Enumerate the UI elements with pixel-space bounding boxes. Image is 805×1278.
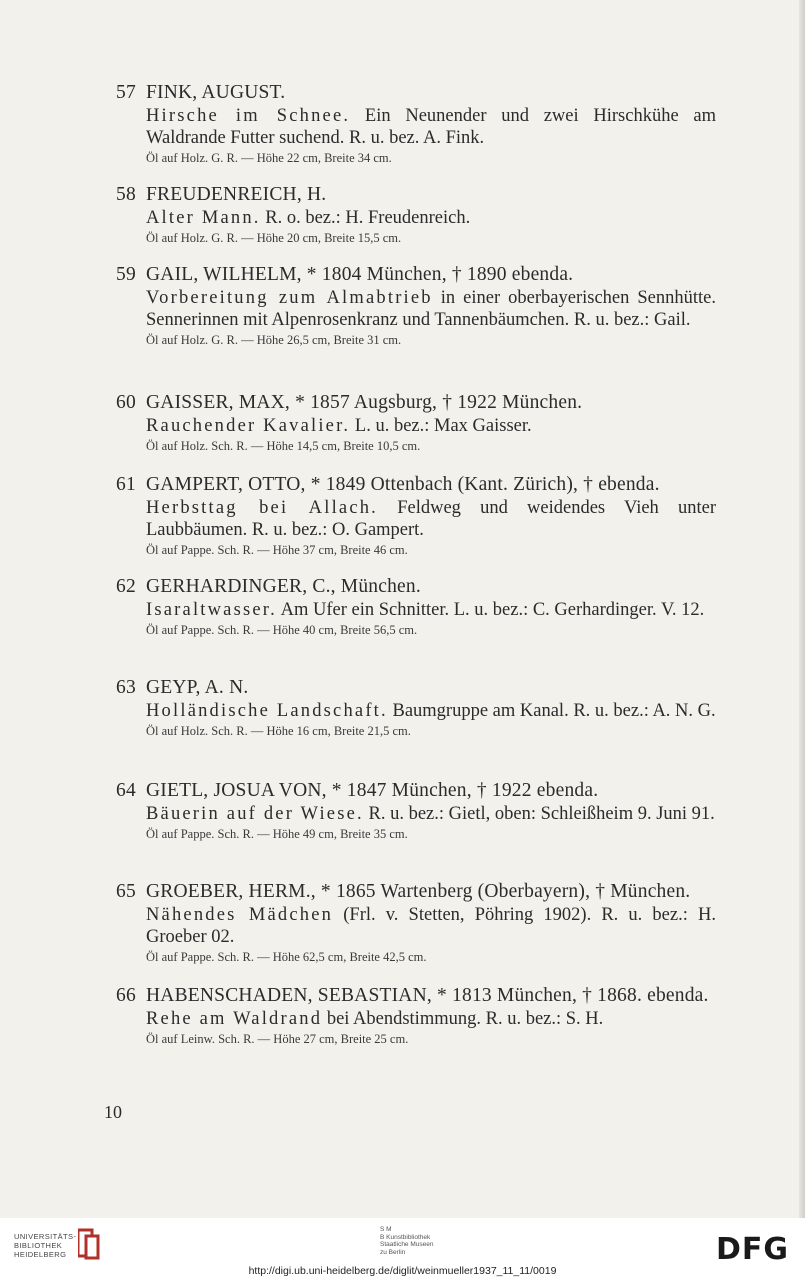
artist-name: FREUDENREICH, H.	[146, 184, 327, 205]
page-edge-shadow	[799, 0, 805, 1218]
artwork-details: Öl auf Pappe. Sch. R. — Höhe 37 cm, Breite 46 cm.	[146, 543, 408, 557]
artwork-description: Baumgruppe am Kanal. R. u. bez.: A. N. G.	[387, 701, 716, 721]
entry-heading	[116, 262, 716, 287]
catalog-entry-61	[116, 472, 716, 559]
artwork-details: Öl auf Holz. Sch. R. — Höhe 16 cm, Breite 21,5 cm.	[146, 724, 411, 738]
artwork-description: L. u. bez.: Max Gaisser.	[350, 416, 532, 436]
artwork-title	[116, 415, 716, 437]
catalog-entry-66	[116, 983, 716, 1048]
entry-heading	[116, 472, 716, 497]
artwork-details: Öl auf Pappe. Sch. R. — Höhe 49 cm, Breite 35 cm.	[146, 827, 408, 841]
entry-heading	[116, 778, 716, 803]
credit-line: zu Berlin	[380, 1248, 406, 1256]
artist-name: FINK, AUGUST.	[146, 82, 286, 103]
artwork-title-spaced: Isaraltwasser.	[146, 600, 277, 620]
artist-name: GAMPERT, OTTO, * 1849 Ottenbach (Kant. Zürich), † ebenda.	[146, 474, 660, 495]
credit-line: Staatliche Museen	[380, 1241, 434, 1248]
artist-name: GIETL, JOSUA VON, * 1847 München, † 1922 ebenda.	[146, 780, 599, 801]
credit-line: S M	[380, 1226, 392, 1233]
library-name-line: UNIVERSITÄTS-	[14, 1232, 77, 1241]
artwork-details: Öl auf Holz. G. R. — Höhe 22 cm, Breite 34 cm.	[146, 151, 392, 165]
library-name-line: HEIDELBERG	[14, 1250, 67, 1259]
artwork-title-spaced: Herbsttag bei Allach.	[146, 498, 379, 518]
artwork-title	[116, 287, 716, 331]
entry-number: 62	[116, 576, 136, 597]
entry-number: 58	[116, 184, 136, 205]
artwork-description: Ein Neunender und zwei Hirschkühe am Waldrande Futter suchend. R. u. bez. A. Fink.	[146, 106, 716, 148]
artwork-details: Öl auf Holz. Sch. R. — Höhe 14,5 cm, Breite 10,5 cm.	[146, 439, 421, 453]
artist-name: HABENSCHADEN, SEBASTIAN, * 1813 München, † 1868. ebenda.	[146, 985, 709, 1006]
entry-number: 64	[116, 780, 136, 801]
entry-number: 60	[116, 392, 136, 413]
catalog-entry-62	[116, 574, 716, 639]
artwork-title	[116, 207, 716, 229]
page-number: 10	[104, 1102, 122, 1122]
entry-number: 66	[116, 985, 136, 1006]
catalog-entry-60	[116, 390, 716, 455]
entry-number: 65	[116, 881, 136, 902]
entry-heading	[116, 80, 716, 105]
artwork-title-spaced: Bäuerin auf der Wiese.	[146, 804, 364, 824]
artwork-title	[116, 700, 716, 722]
entry-heading	[116, 879, 716, 904]
entry-number: 57	[116, 82, 136, 103]
artwork-title	[116, 497, 716, 541]
artwork-title-spaced: Hirsche im Schnee.	[146, 106, 351, 126]
entry-number: 61	[116, 474, 136, 495]
digitization-footer	[0, 1218, 805, 1278]
artwork-details: Öl auf Pappe. Sch. R. — Höhe 40 cm, Breite 56,5 cm.	[146, 623, 418, 637]
artwork-details: Öl auf Holz. G. R. — Höhe 20 cm, Breite 15,5 cm.	[146, 231, 402, 245]
catalog-entry-64	[116, 778, 716, 843]
artwork-description: in einer oberbayerischen Sennhütte. Sennerinnen mit Alpenrosenkranz und Tannenbäumchen. R. u. bez.: Gail.	[146, 288, 717, 330]
entry-heading	[116, 182, 716, 207]
artwork-title	[116, 904, 716, 948]
permalink-url[interactable]: http://digi.ub.uni-heidelberg.de/diglit/weinmueller1937_11_11/0019	[248, 1265, 557, 1277]
artist-name: GERHARDINGER, C., München.	[146, 576, 421, 597]
library-name-line: BIBLIOTHEK	[14, 1241, 63, 1250]
entry-number: 63	[116, 677, 136, 698]
catalog-entry-65	[116, 879, 716, 966]
artwork-details: Öl auf Holz. G. R. — Höhe 26,5 cm, Breite 31 cm.	[146, 333, 402, 347]
entry-heading	[116, 574, 716, 599]
artist-name: GAISSER, MAX, * 1857 Augsburg, † 1922 München.	[146, 392, 583, 413]
artwork-title	[116, 1008, 716, 1030]
artist-name: GROEBER, HERM., * 1865 Wartenberg (Oberbayern), † München.	[146, 881, 691, 902]
artwork-details: Öl auf Leinw. Sch. R. — Höhe 27 cm, Breite 25 cm.	[146, 1032, 409, 1046]
artwork-title-spaced: Nähendes Mädchen	[146, 905, 334, 925]
artwork-description: (Frl. v. Stetten, Pöhring 1902). R. u. bez.: H. Groeber 02.	[146, 905, 716, 947]
artwork-description: Feldweg und weidendes Vieh unter Laubbäumen. R. u. bez.: O. Gampert.	[146, 498, 717, 540]
artwork-title-spaced: Alter Mann.	[146, 208, 261, 228]
entry-heading	[116, 675, 716, 700]
artwork-description: bei Abendstimmung. R. u. bez.: S. H.	[322, 1009, 604, 1029]
catalog-entry-58	[116, 182, 716, 247]
catalog-entry-59	[116, 262, 716, 349]
artist-name: GAIL, WILHELM, * 1804 München, † 1890 ebenda.	[146, 264, 574, 285]
entry-heading	[116, 390, 716, 415]
artwork-title-spaced: Vorbereitung zum Almabtrieb	[146, 288, 433, 308]
artwork-title-spaced: Rehe am Waldrand	[146, 1009, 323, 1029]
artwork-title	[116, 599, 716, 621]
kunstbibliothek-credit	[380, 1226, 433, 1256]
artwork-title-spaced: Rauchender Kavalier.	[146, 416, 351, 436]
catalog-entry-57	[116, 80, 716, 167]
artwork-title	[116, 105, 716, 149]
entry-number: 59	[116, 264, 136, 285]
entry-heading	[116, 983, 716, 1008]
heidelberg-library-logo-icon	[78, 1228, 100, 1260]
dfg-logo: DFG	[716, 1232, 790, 1267]
library-name	[14, 1232, 76, 1259]
artwork-description: R. o. bez.: H. Freudenreich.	[260, 208, 471, 228]
artwork-description: R. u. bez.: Gietl, oben: Schleißheim 9. Juni 91.	[363, 804, 715, 824]
artwork-title	[116, 803, 716, 825]
artist-name: GEYP, A. N.	[146, 677, 249, 698]
credit-line: B Kunstbibliothek	[380, 1233, 431, 1241]
artwork-title-spaced: Holländische Landschaft.	[146, 701, 388, 721]
catalog-entry-63	[116, 675, 716, 740]
artwork-details: Öl auf Pappe. Sch. R. — Höhe 62,5 cm, Breite 42,5 cm.	[146, 950, 427, 964]
artwork-description: Am Ufer ein Schnitter. L. u. bez.: C. Gerhardinger. V. 12.	[276, 600, 705, 620]
